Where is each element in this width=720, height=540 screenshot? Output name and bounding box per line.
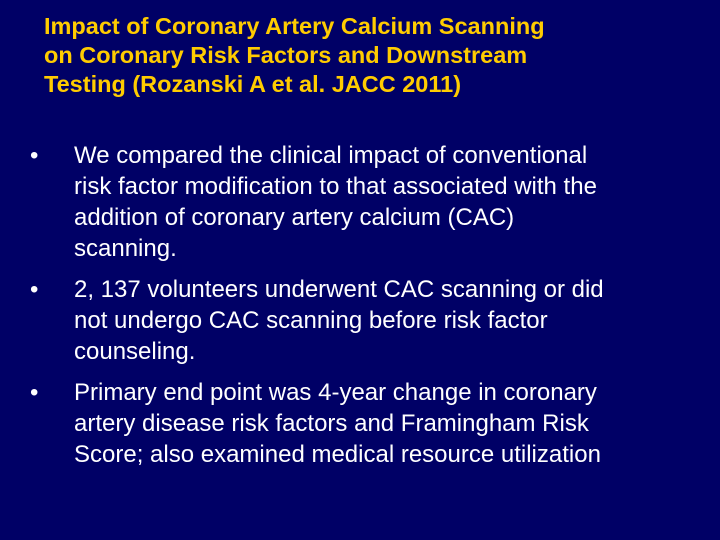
bullet-text-line: scanning.: [74, 235, 177, 262]
bullet-text-line: We compared the clinical impact of conventional: [74, 142, 588, 169]
bullet-item: [30, 274, 710, 367]
bullet-dot-icon: •: [30, 379, 39, 406]
bullet-item: [30, 377, 710, 470]
bullet-dot-icon: •: [30, 142, 39, 169]
bullet-dot-icon: •: [30, 276, 39, 303]
title-line: Impact of Coronary Artery Calcium Scanning: [44, 13, 545, 39]
bullet-item: [30, 140, 710, 264]
bullet-text-line: addition of coronary artery calcium (CAC): [74, 204, 515, 231]
bullet-text-line: counseling.: [74, 338, 196, 365]
title-line: Testing (Rozanski A et al. JACC 2011): [44, 71, 462, 97]
bullet-text-line: 2, 137 volunteers underwent CAC scanning or did: [74, 276, 604, 303]
bullet-text-line: not undergo CAC scanning before risk factor: [74, 307, 548, 334]
title-line: on Coronary Risk Factors and Downstream: [44, 42, 528, 68]
bullet-text-line: artery disease risk factors and Framingham Risk: [74, 410, 589, 437]
bullet-text-line: risk factor modification to that associated with the: [74, 173, 597, 200]
bullet-text-line: Primary end point was 4-year change in coronary: [74, 379, 597, 406]
bullet-text-line: Score; also examined medical resource utilization: [74, 441, 601, 468]
bullet-list: [30, 140, 710, 480]
slide-title: [44, 12, 684, 99]
